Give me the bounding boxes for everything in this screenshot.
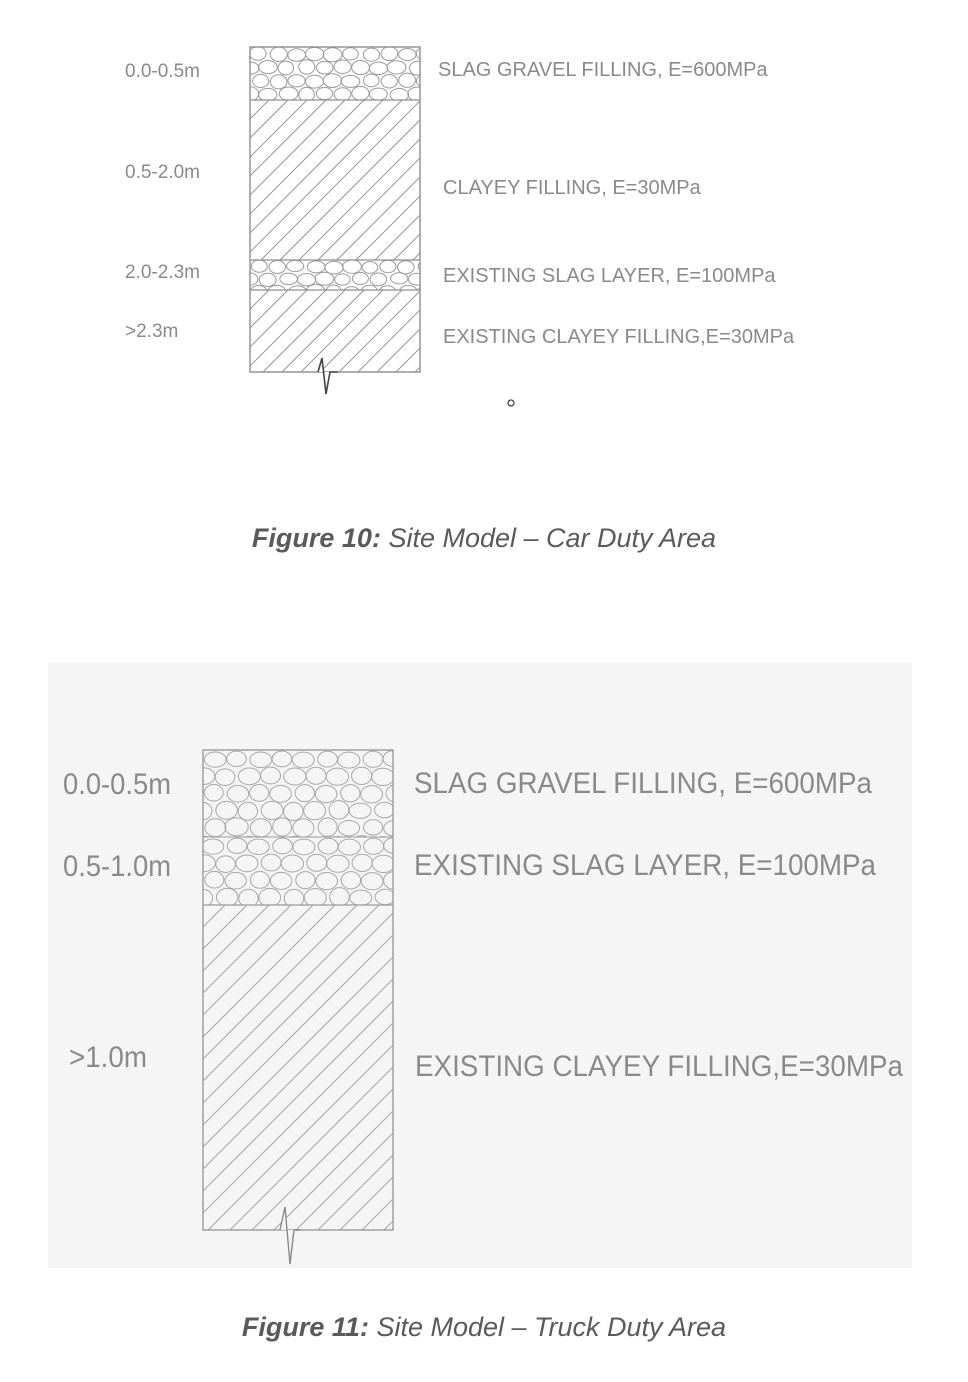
hatch-line (242, 100, 402, 260)
pebble (318, 818, 337, 836)
pebble (399, 48, 416, 60)
pebble (216, 856, 236, 873)
hatch-line (120, 905, 445, 1230)
figure-10-caption-label: Figure 10: (251, 523, 381, 553)
pebble (261, 767, 281, 784)
pebble (287, 260, 304, 271)
pebble (307, 261, 325, 273)
pebble (363, 74, 379, 87)
pebble (250, 47, 267, 61)
pebble (278, 61, 294, 75)
pebble (296, 872, 315, 889)
pebble (343, 260, 362, 273)
pebble (343, 48, 359, 60)
pebble (306, 284, 325, 297)
pebble (341, 75, 360, 87)
pebble (306, 75, 324, 88)
pebble (227, 785, 248, 802)
pebble (250, 784, 269, 801)
pebble (352, 854, 372, 871)
pebble (384, 821, 405, 837)
pebble (284, 768, 306, 785)
fig11-layer-description: EXISTING CLAYEY FILLING,E=30MPa (415, 1050, 904, 1083)
hatch-line (10, 905, 335, 1230)
pebble (323, 74, 341, 88)
pebble (281, 855, 303, 872)
pebble (386, 785, 406, 802)
fig11-layer-description: SLAG GRAVEL FILLING, E=600MPa (414, 767, 873, 800)
fig10-depth-label: 0.5-2.0m (125, 162, 200, 183)
pebble (335, 274, 350, 285)
pebble (315, 786, 337, 803)
pebble (299, 60, 315, 74)
pebble (399, 286, 417, 297)
hatch-line (223, 100, 383, 260)
pebble (375, 889, 395, 904)
pebble (352, 86, 369, 100)
pebble (225, 872, 246, 889)
pebble (338, 752, 360, 768)
pebble (341, 872, 360, 889)
pebble (270, 75, 287, 89)
pebble (261, 801, 283, 819)
figure-10-site-model-car (0, 0, 968, 470)
figure-11-diagram (0, 662, 968, 1268)
pebble (295, 785, 314, 802)
pebble (205, 819, 226, 837)
pebble (384, 837, 406, 853)
fig11-depth-label: >1.0m (69, 1041, 147, 1074)
pebble (381, 74, 397, 87)
pebble (334, 88, 351, 101)
pebble (329, 801, 349, 819)
pebble (338, 839, 360, 855)
pebble (416, 47, 434, 60)
pebble (205, 871, 224, 888)
pebble (269, 261, 285, 274)
pebble (361, 786, 383, 803)
pebble (306, 767, 326, 784)
pebble (364, 838, 384, 854)
fig11-column-outline (203, 750, 393, 1230)
pebble (259, 273, 276, 286)
pebble (288, 75, 305, 87)
pebble (280, 273, 298, 285)
pebble (250, 286, 267, 299)
pebble (318, 838, 338, 854)
pebble (352, 836, 371, 853)
pebble (341, 785, 360, 802)
pebble (363, 48, 379, 61)
pebble (363, 751, 383, 767)
fig10-layer-existing-slag-hatch (242, 260, 436, 299)
pebble (326, 768, 348, 785)
pebble (270, 785, 292, 802)
figure-11-caption-text: Site Model – Truck Duty Area (368, 1312, 727, 1342)
fig10-depth-label: 0.0-0.5m (125, 61, 200, 82)
figure-11-site-model-truck (0, 662, 968, 1268)
pebble (381, 47, 398, 61)
pebble (361, 873, 383, 890)
pebble (284, 802, 303, 820)
fig10-layer-description: SLAG GRAVEL FILLING, E=600MPa (438, 59, 768, 81)
pebble (399, 73, 416, 87)
pebble (279, 87, 298, 100)
pebble (238, 768, 260, 785)
pebble (338, 821, 359, 836)
pebble (316, 61, 333, 74)
pebble (292, 752, 314, 768)
pebble (364, 820, 383, 835)
fig10-layer-description: EXISTING CLAYEY FILLING,E=30MPa (443, 326, 795, 348)
pebble (293, 839, 315, 855)
pebble (236, 855, 258, 872)
pebble (193, 768, 215, 784)
pebble (250, 871, 269, 888)
pebble (273, 818, 292, 836)
fig10-layer-description: CLAYEY FILLING, E=30MPa (443, 177, 701, 199)
pebble (397, 261, 414, 274)
pebble (352, 767, 372, 784)
figure-11-caption (0, 1312, 968, 1343)
pebble (305, 47, 323, 60)
pebble (370, 273, 387, 286)
pebble (307, 854, 327, 871)
pebble (352, 60, 370, 74)
hatch-line (0, 905, 313, 1230)
fig10-depth-label: 2.0-2.3m (125, 262, 200, 283)
pebble (410, 61, 426, 75)
pebble (369, 88, 387, 100)
pebble (327, 855, 349, 872)
pebble (270, 47, 287, 61)
hatch-line (168, 290, 250, 372)
pebble (361, 285, 377, 297)
fig10-column-outline (250, 47, 420, 372)
pebble (362, 262, 378, 274)
fig11-layer-description: EXISTING SLAG LAYER, E=100MPa (414, 849, 877, 882)
fig10-layer-description: EXISTING SLAG LAYER, E=100MPa (443, 265, 776, 287)
figure-10-caption-text: Site Model – Car Duty Area (380, 523, 717, 553)
pebble (225, 818, 248, 836)
pebble (193, 855, 215, 871)
pebble (304, 888, 326, 906)
pebble (272, 751, 292, 767)
fig10-small-circle (508, 400, 514, 406)
pebble (216, 888, 238, 906)
pebble (416, 75, 433, 87)
fig10-depth-label: >2.3m (125, 321, 179, 342)
pebble (253, 74, 269, 87)
pebble (215, 769, 235, 786)
hatch-line (204, 100, 364, 260)
pebble (250, 752, 272, 768)
pebble (318, 751, 338, 767)
pebble (261, 854, 281, 871)
hatch-line (185, 100, 345, 260)
pebble (408, 273, 426, 285)
fig11-depth-label: 0.0-0.5m (63, 768, 171, 801)
pebble (334, 60, 351, 73)
pebble (258, 61, 277, 74)
pebble (259, 888, 281, 906)
hatch-line (261, 100, 421, 260)
pebble (298, 274, 316, 286)
pebble (238, 802, 257, 820)
fig11-layer-existing-slag-hatch (193, 837, 406, 907)
pebble (369, 62, 387, 74)
figure-10-caption (0, 523, 968, 554)
pebble (372, 855, 395, 872)
pebble (216, 801, 238, 819)
pebble (250, 819, 271, 837)
pebble (352, 273, 368, 285)
pebble (304, 801, 326, 819)
pebble (293, 819, 314, 837)
pebble (330, 888, 350, 906)
pebble (202, 839, 224, 854)
pebble (289, 286, 307, 298)
fig11-depth-label: 0.5-1.0m (63, 850, 171, 883)
figure-11-caption-label: Figure 11: (241, 1312, 369, 1342)
pebble (273, 838, 293, 854)
hatch-line (299, 100, 459, 260)
pebble (380, 260, 396, 272)
pebble (316, 87, 332, 99)
pebble (418, 261, 435, 273)
pebble (270, 872, 292, 889)
pebble (247, 839, 269, 855)
pebble (383, 750, 405, 766)
pebble (408, 87, 427, 101)
pebble (251, 260, 267, 272)
pebble (350, 890, 372, 905)
figure-10-diagram (0, 0, 968, 470)
hatch-line (280, 100, 440, 260)
pebble (288, 49, 306, 62)
pebble (259, 88, 277, 101)
pebble (316, 873, 338, 890)
pebble (204, 784, 223, 801)
pebble (372, 768, 395, 785)
fig10-layer-slag-gravel-hatch (241, 47, 434, 102)
pebble (299, 87, 315, 101)
fig11-break-symbol (280, 1207, 300, 1264)
pebble (387, 61, 406, 74)
pebble (315, 272, 334, 285)
pebble (349, 803, 371, 818)
pebble (227, 751, 247, 766)
pebble (204, 752, 226, 767)
pebble (375, 802, 395, 817)
pebble (391, 273, 408, 284)
pebble (227, 838, 247, 853)
pebble (323, 48, 342, 62)
